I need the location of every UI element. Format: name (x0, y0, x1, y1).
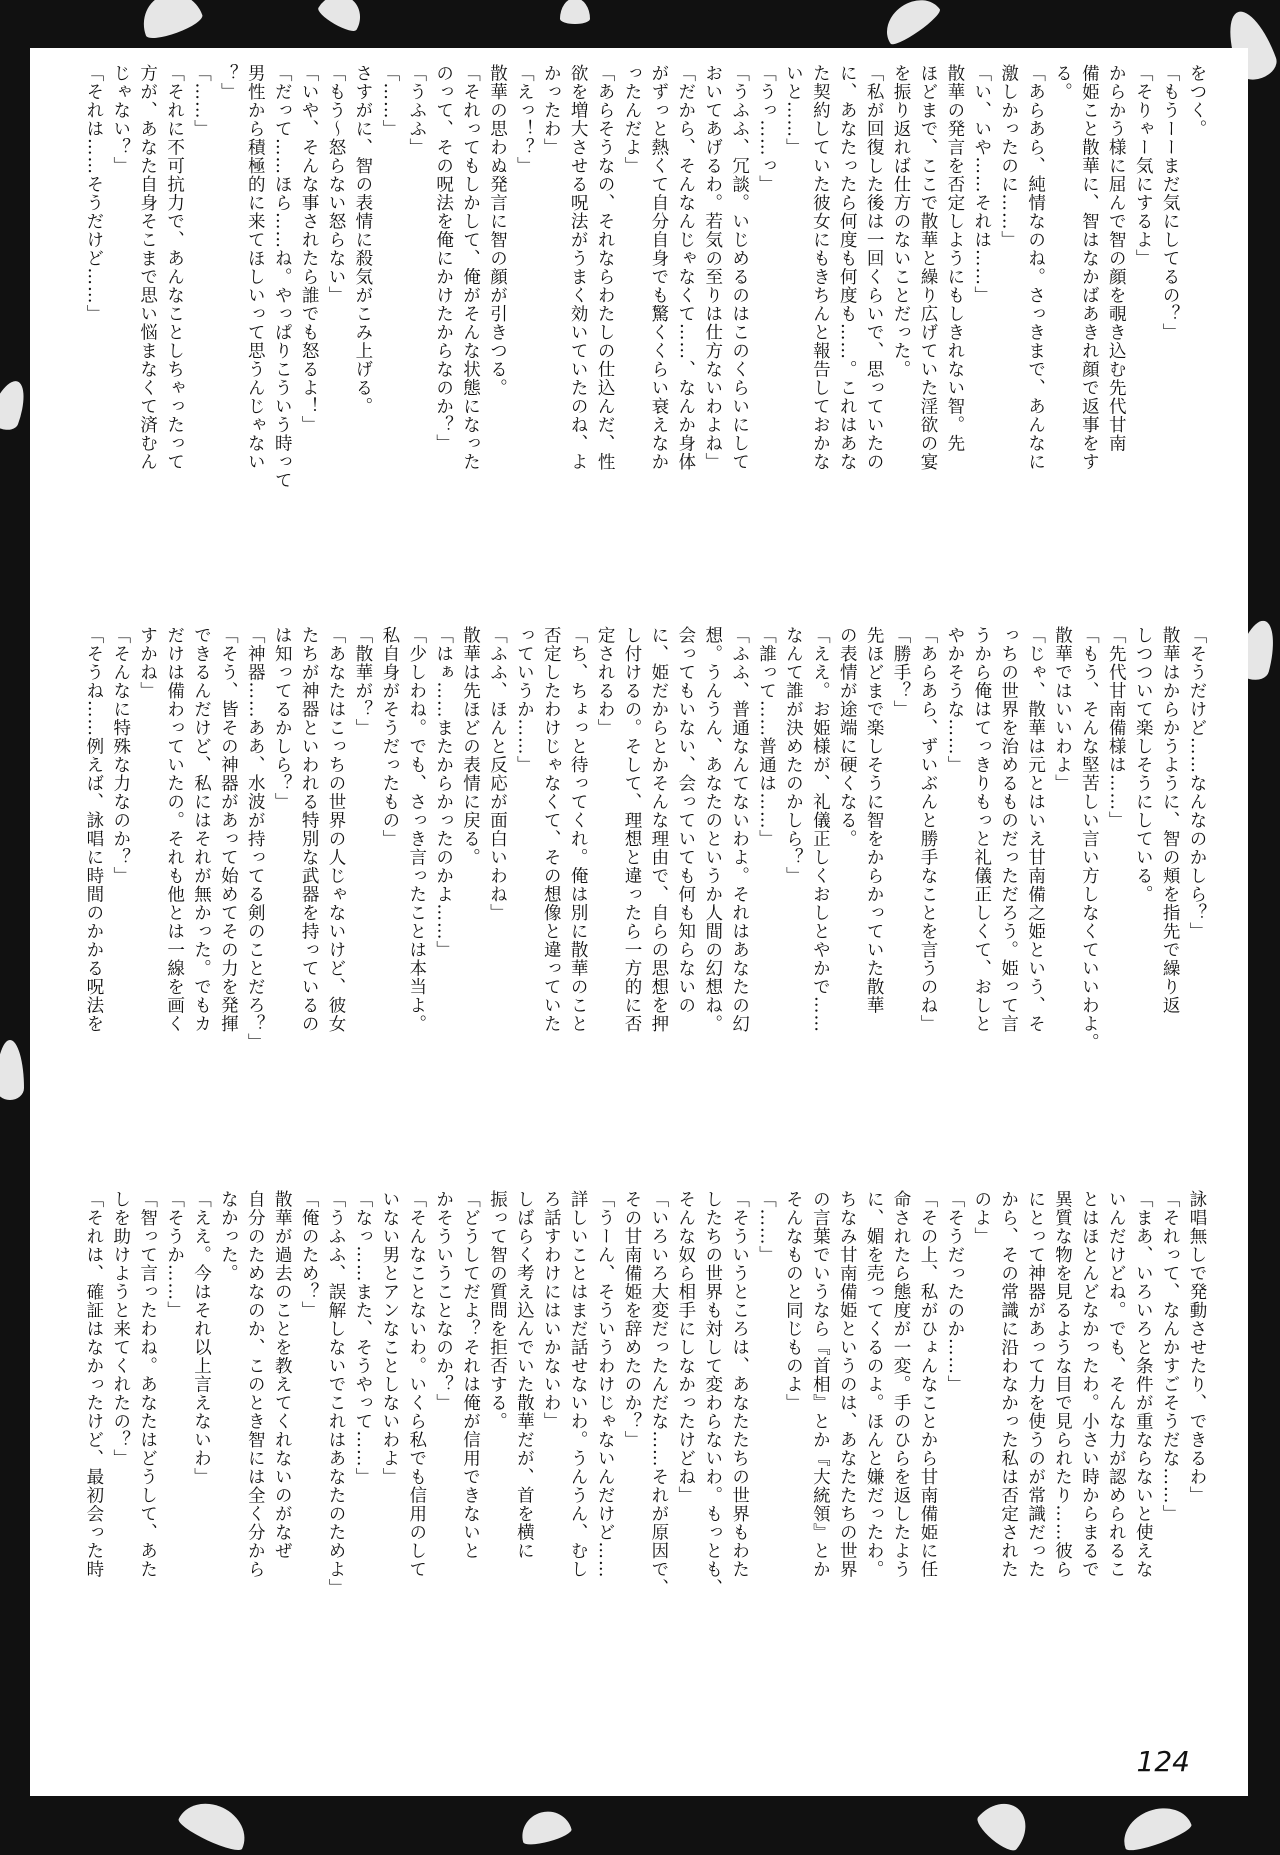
text-line: そんなものと同じものよ」 (783, 1190, 804, 1412)
text-line: 定されるわ」 (595, 626, 616, 737)
text-line: なかった。 (218, 1190, 239, 1283)
text-line: しつついて楽しそうにしている。 (1133, 626, 1154, 904)
text-line: 「なっ……また、そうやって……」 (352, 1190, 373, 1486)
text-line: 「そんなことないわ。いくら私でも信用のして (406, 1190, 427, 1579)
feather-decoration (517, 1806, 573, 1848)
text-line: から、その常識に沿わなかった私は否定された (998, 1190, 1019, 1579)
text-block-middle (80, 626, 1210, 1151)
text-line: いんだけどね。でも、そんな力が認められるこ (1106, 1190, 1127, 1579)
text-line: っちの世界を治めるものだっただろう。姫って言 (998, 626, 1019, 1033)
text-line: 「智って言ったわね。あなたはどうして、あた (137, 1190, 158, 1579)
text-line: 「もう〜怒らない怒らない」 (326, 64, 346, 305)
text-line: のって、その呪法を俺にかけたからなのか？」 (433, 64, 454, 453)
text-line: かったわ」 (541, 64, 562, 157)
text-line: 会ってもいない、会っていても何も知らないの (675, 626, 696, 1015)
text-line: 「そうか……」 (164, 1190, 185, 1320)
text-line: そんな奴ら相手にしなかったけどね」 (675, 1190, 696, 1505)
text-line: たちが神器といわれる特別な武器を持っているの (299, 626, 320, 1033)
text-line: 「いろいろ大変だったんだな……それが原因で、 (648, 1190, 669, 1597)
feather-decoration (560, 0, 590, 24)
text-line: 「ええ。お姫様が、礼儀正しくおしとやかで…… (810, 626, 831, 1033)
text-line: すかね」 (137, 626, 158, 700)
text-line: 「うふふ」 (406, 64, 427, 157)
text-line: 「うっ……っ」 (756, 64, 777, 194)
text-line: ったんだよ」 (621, 64, 642, 175)
text-line: 否定したわけじゃなくて、その想像と違っていた (541, 626, 562, 1033)
text-line: 散華は先ほどの表情に戻る。 (460, 626, 481, 867)
text-line: 「はぁ……またからかったのかよ……」 (433, 626, 454, 959)
text-line: の言葉でいうなら『首相』とか『大統領』とか (810, 1190, 831, 1579)
text-line: 激しかったのに……」 (998, 64, 1019, 249)
text-line: 散華はからかうように、智の頬を指先で繰り返 (1160, 626, 1181, 1015)
text-line: しを助けようと来てくれたの？」 (110, 1190, 131, 1468)
text-line: 「それは、確証はなかったけど、最初会った時 (83, 1190, 104, 1579)
text-line: 散華の思わぬ発言に智の顔が引きつる。 (487, 64, 508, 397)
text-line: 命されたら態度が一変。手のひらを返したよう (891, 1190, 912, 1579)
feather-decoration (315, 0, 368, 35)
text-line: 「もうーーまだ気にしてるの？」 (1160, 64, 1181, 342)
text-block-top (80, 64, 1210, 589)
text-line: た契約していた彼女にもきちんと報告しておかな (810, 64, 831, 471)
text-line: に、媚を売ってくるのよ。ほんと嫌だったわ。 (864, 1190, 885, 1579)
text-line: 「それってもしかして、俺がそんな状態になった (460, 64, 481, 471)
text-line: 詳しいことはまだ話せないわ。うんうん、むし (568, 1190, 589, 1579)
text-line: 方が、あなた自身そこまで思い悩まなくて済むん (137, 64, 158, 471)
text-line: したちの世界も対して変わらないわ。もっとも、 (702, 1190, 723, 1597)
text-line: 「それに不可抗力で、あんなことしちゃったって (164, 64, 185, 471)
text-line: 「そう、皆その神器があって始めてその力を発揮 (218, 626, 239, 1033)
text-line: 「……」 (379, 64, 400, 138)
text-line: 「その上、私がひょんなことから甘南備姫に任 (917, 1190, 938, 1579)
text-line: 「俺のため？」 (299, 1190, 320, 1320)
text-line: からかう様に屈んで智の顔を覗き込む先代甘南 (1106, 64, 1127, 453)
text-line: いと……」 (783, 64, 804, 157)
feather-decoration (973, 1793, 1037, 1855)
text-line: に、あなたったら何度も何度も……。これはあな (837, 64, 858, 471)
text-line: 「散華が？」 (352, 626, 373, 737)
text-line: る。 (1052, 64, 1073, 101)
text-page (30, 48, 1248, 1796)
text-line: 「先代甘南備様は……」 (1106, 626, 1127, 830)
text-line: がずっと熱くて自分自身でも驚くくらい衰えなか (648, 64, 669, 471)
text-line: 「ふふ、ほんと反応が面白いわね」 (487, 626, 508, 922)
text-line: 散華の発言を否定しようにもしきれない智。先 (944, 64, 965, 453)
text-line: 「だから、そんなんじゃなくて……、なんか身体 (675, 64, 696, 471)
text-line: 「うふふ、冗談。いじめるのはこのくらいにして (729, 64, 750, 471)
feather-decoration (0, 1040, 24, 1100)
text-line: ほどまで、ここで散華と繰り広げていた淫欲の宴 (917, 64, 938, 471)
text-line: 「それって、なんかすごそうだな……」 (1160, 1190, 1181, 1523)
text-line: 「勝手？」 (891, 626, 912, 719)
text-line: 「ええ。今はそれ以上言えないわ」 (191, 1190, 212, 1486)
text-line: 「ち、ちょっと待ってくれ。俺は別に散華のこと (568, 626, 589, 1033)
text-line: を振り返れば仕方のないことだった。 (891, 64, 912, 379)
text-line: 散華ではいいわよ」 (1052, 626, 1073, 793)
text-line: とはほとんどなかったわ。小さい時からまるで (1079, 1190, 1100, 1579)
text-line: 「私が回復した後は一回くらいで、思っていたの (864, 64, 885, 471)
text-line: 私自身がそうだったもの」 (379, 626, 400, 848)
text-line: 「ふふ、普通なんてないわよ。それはあなたの幻 (729, 626, 750, 1033)
text-line: いない男とアンなことしないわよ」 (379, 1190, 400, 1486)
text-line: かそういうことなのか？」 (433, 1190, 454, 1412)
text-line: の表情が途端に硬くなる。 (837, 626, 858, 848)
text-line: しばらく考え込んでいた散華だが、首を横に (514, 1190, 535, 1560)
text-line: 「少しわね。でも、さっき言ったことは本当よ。 (406, 626, 427, 1033)
text-line: ？」 (218, 64, 239, 101)
text-line: 「……」 (756, 1190, 777, 1264)
text-line: 想。うんうん、あなたのというか人間の幻想ね。 (702, 626, 723, 1033)
text-line: 「そうね……例えば、詠唱に時間のかかる呪法を (83, 626, 104, 1033)
text-line: のよ」 (971, 1190, 992, 1246)
text-line: し付けるの。そして、理想と違ったら一方的に否 (621, 626, 642, 1033)
text-line: 詠唱無しで発動させたり、できるわ」 (1187, 1190, 1207, 1505)
text-line: 「じゃ、散華は元とはいえ甘南備之姫という、そ (1025, 626, 1046, 1033)
text-line: 「どうしてだよ？それは俺が信用できないと (460, 1190, 481, 1560)
text-line: 振って智の質問を拒否する。 (487, 1190, 508, 1431)
text-line: にとって神器があって力を使うのが常識だった (1025, 1190, 1046, 1579)
text-line: 異質な物を見るような目で見られたり……彼ら (1052, 1190, 1073, 1579)
text-line: 「だって……ほら……ね。やっぱりこういう時って (272, 64, 293, 490)
text-line: 欲を増大させる呪法がうまく効いていたのね、よ (568, 64, 589, 471)
text-line: 散華が過去のことを教えてくれないのがなぜ (272, 1190, 293, 1560)
text-line: 「……」 (191, 64, 212, 138)
text-line: ろ話すわけにはいかないわ」 (541, 1190, 562, 1431)
text-line: 「そんなに特殊な力なのか？」 (110, 626, 131, 885)
text-line: おいてあげるわ。若気の至りは仕方ないわよね」 (702, 64, 723, 471)
text-line: 「もう、そんな堅苦しい言い方しなくていいわよ。 (1079, 626, 1100, 1052)
text-line: 備姫こと散華に、智はなかばあきれ顔で返事をす (1079, 64, 1100, 471)
text-line: 自分のためなのか、このとき智には全く分から (245, 1190, 266, 1579)
text-line: っていうか……」 (514, 626, 535, 774)
text-line: だけは備わっていたの。それも他とは一線を画く (164, 626, 185, 1033)
text-line: 「あらあら、ずいぶんと勝手なことを言うのね」 (917, 626, 938, 1033)
text-line: は知ってるかしら？」 (272, 626, 293, 811)
text-line: 「そうだけど……なんなのかしら？」 (1187, 626, 1207, 941)
text-line: 「あらあら、純情なのね。さっきまで、あんなに (1025, 64, 1046, 471)
text-line: 「誰って……普通は……」 (756, 626, 777, 848)
text-line: なんて誰が決めたのかしら？」 (783, 626, 804, 885)
text-line: できるんだけど、私にはそれが無かった。でもカ (191, 626, 212, 1033)
text-line: ちなみ甘南備姫というのは、あなたたちの世界 (837, 1190, 858, 1579)
feather-decoration (0, 376, 32, 433)
text-line: 先ほどまで楽しそうに智をからかっていた散華 (864, 626, 885, 1015)
text-block-bottom (80, 1190, 1210, 1715)
text-line: さすがに、智の表情に殺気がこみ上げる。 (352, 64, 373, 416)
text-line: に、姫だからとかそんな理由で、自らの思想を押 (648, 626, 669, 1033)
feather-decoration (176, 1793, 255, 1855)
text-line: 「い、いや……それは……」 (971, 64, 992, 305)
feather-decoration (1116, 1799, 1193, 1855)
text-line: その甘南備姫を辞めたのか？」 (621, 1190, 642, 1449)
text-line: 「あなたはこっちの世界の人じゃないけど、彼女 (326, 626, 346, 1033)
text-line: 「うふふ、誤解しないでこれはあなたのためよ」 (326, 1190, 346, 1597)
text-line: やかそうな……」 (944, 626, 965, 774)
text-line: 「そうだったのか……」 (944, 1190, 965, 1394)
text-line: 「神器……ああ、水波が持ってる剣のことだろ？」 (245, 626, 266, 1052)
feather-decoration (877, 0, 943, 48)
text-line: 「そりゃー気にするよ」 (1133, 64, 1154, 268)
text-line: 「それは……そうだけど……」 (83, 64, 104, 323)
text-line: 「そういうところは、あなたたちの世界もわた (729, 1190, 750, 1579)
feather-decoration (135, 0, 205, 43)
text-line: うから俺はてっきりもっと礼儀正しくて、おしと (971, 626, 992, 1033)
text-line: 「いや、そんな事されたら誰でも怒るよ！」 (299, 64, 320, 434)
text-line: 男性から積極的に来てほしいって思うんじゃない (245, 64, 266, 471)
text-line: 「えっ！？」 (514, 64, 535, 175)
page-number: 124 (1136, 1745, 1190, 1778)
text-line: 「まあ、いろいろと条件が重ならないと使えな (1133, 1190, 1154, 1579)
text-line: をつく。 (1187, 64, 1207, 138)
text-line: 「あらそうなの、それならわたしの仕込んだ、性 (595, 64, 616, 471)
text-line: じゃない？」 (110, 64, 131, 175)
text-line: 「うーん、そういうわけじゃないんだけど…… (595, 1190, 616, 1579)
